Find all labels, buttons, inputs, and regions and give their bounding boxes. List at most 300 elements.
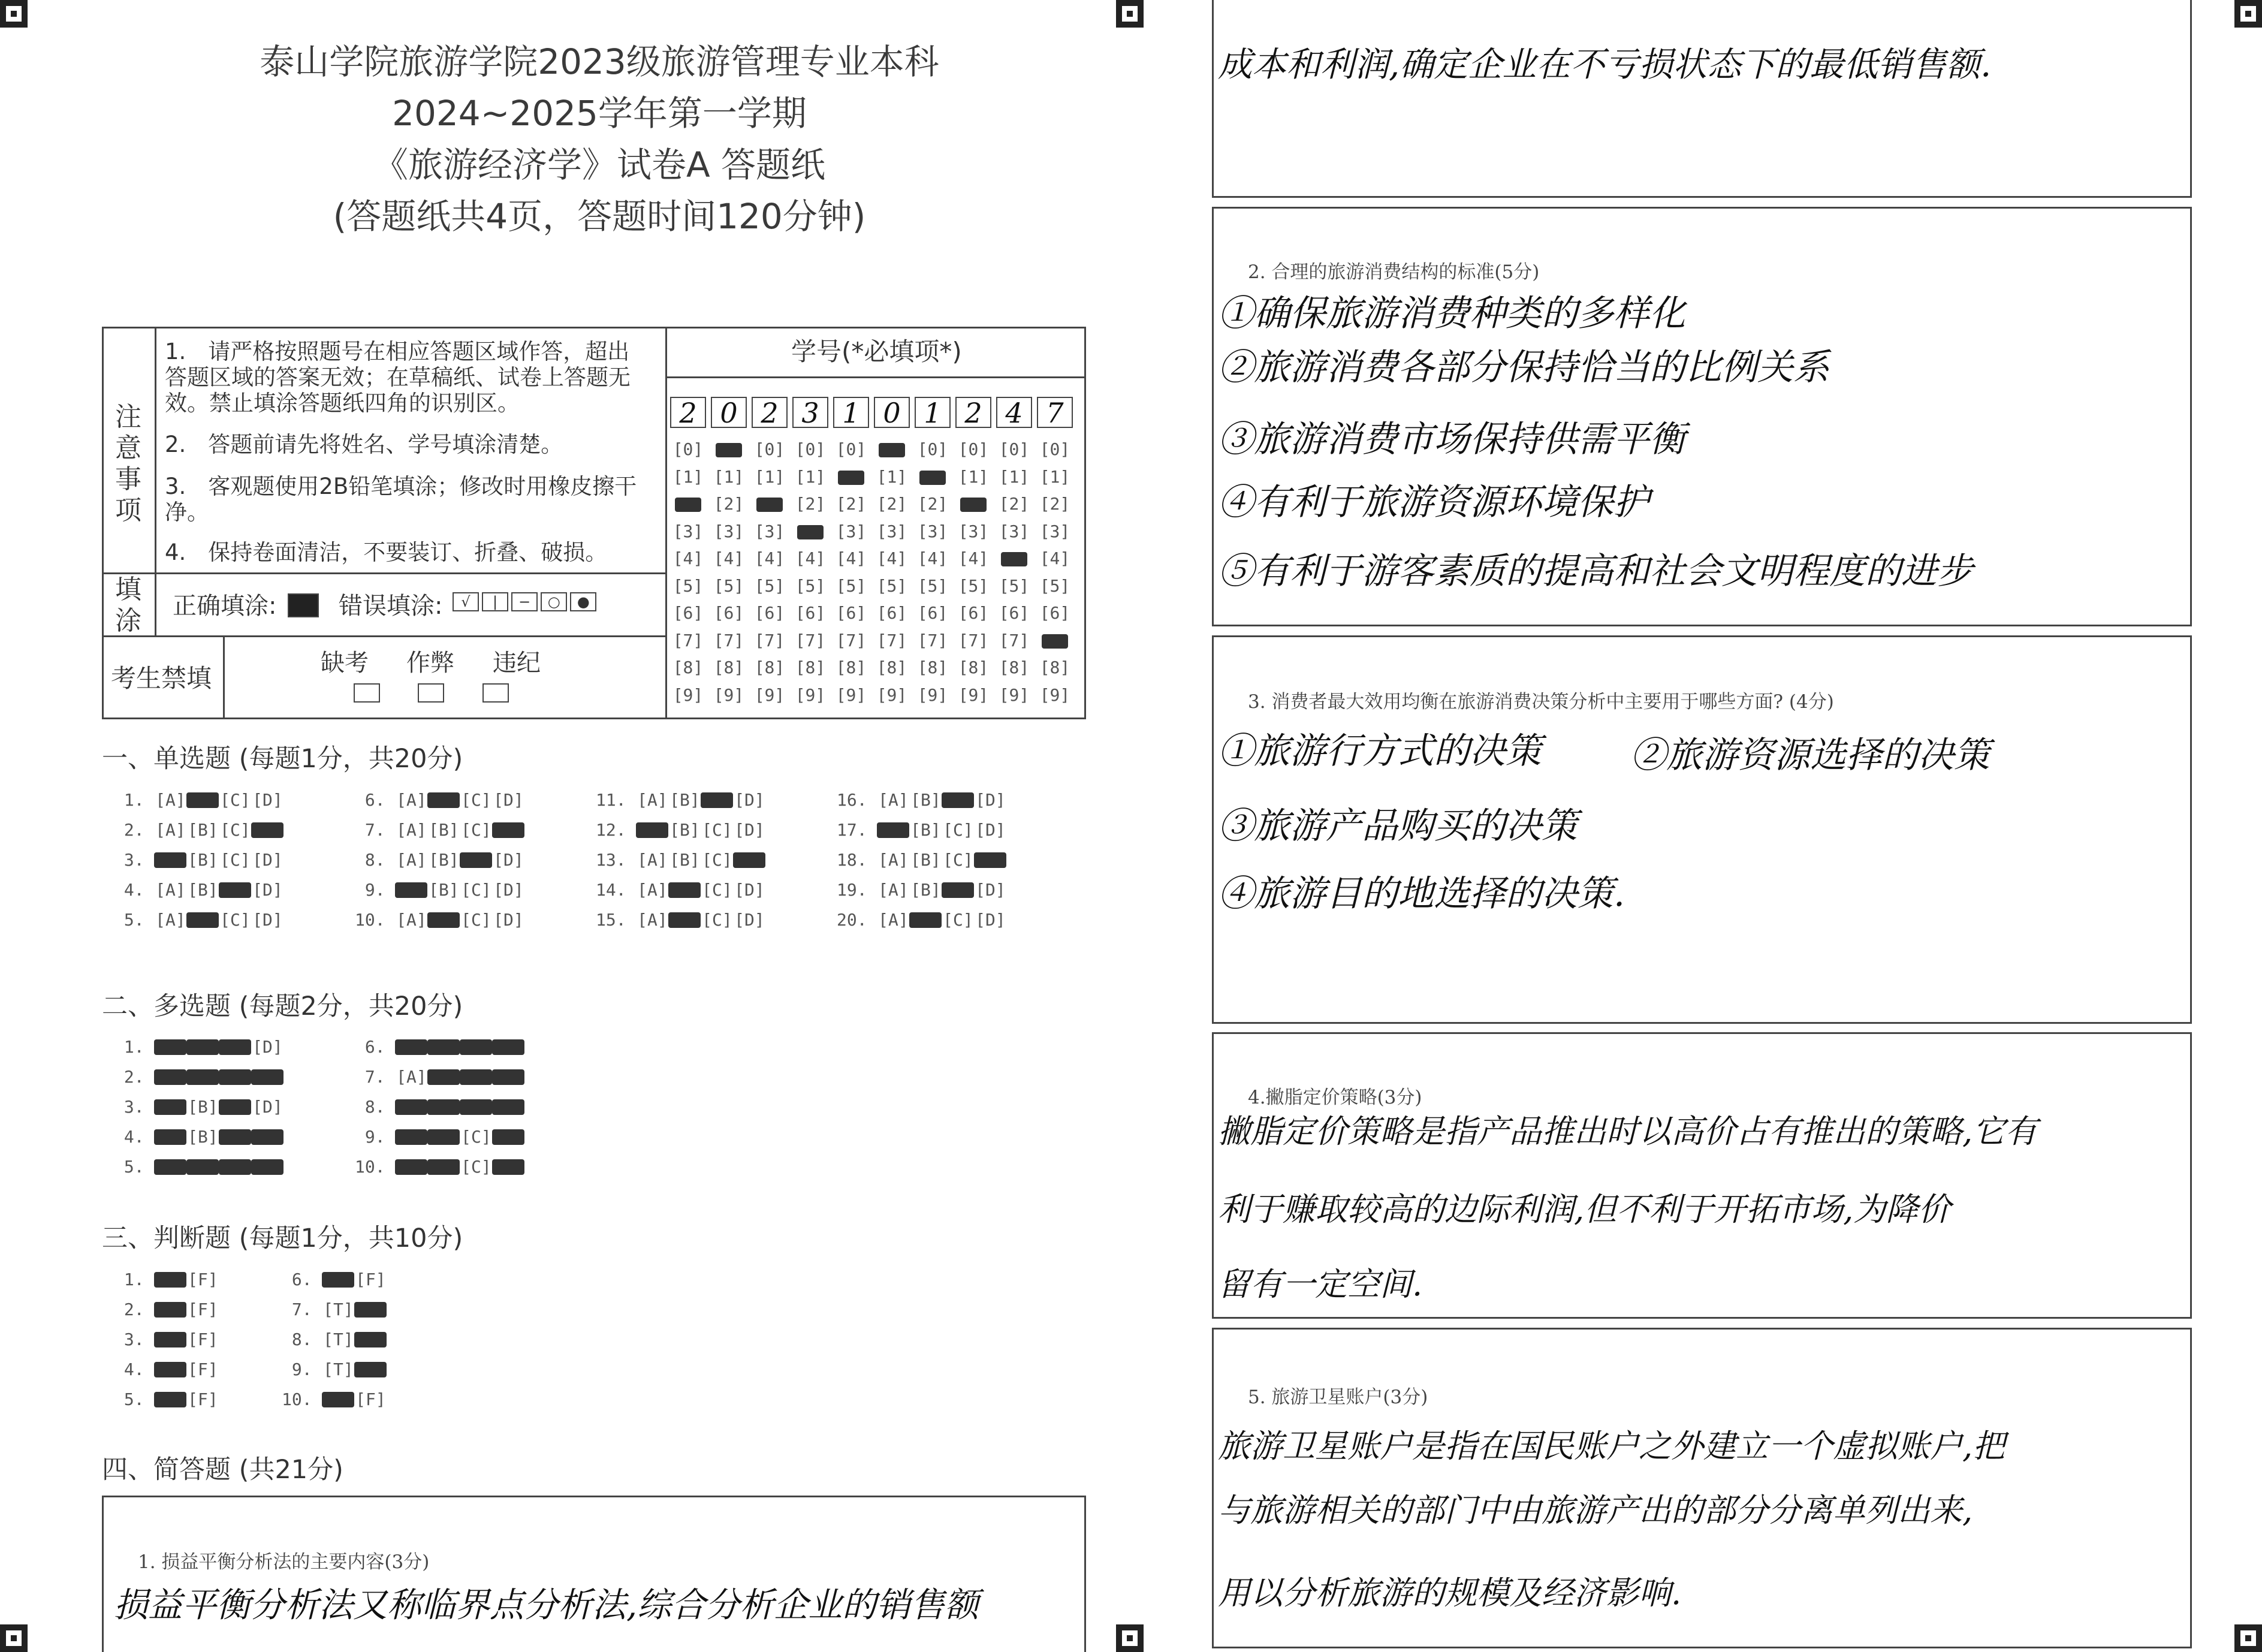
student-id-bubble[interactable]: [2] [836,494,867,514]
student-id-bubble[interactable]: [2] [713,494,744,514]
option-a[interactable]: [A] [155,790,186,810]
question-number: 6. [355,1037,396,1057]
option-c[interactable]: [C] [461,1127,491,1147]
option-b[interactable] [427,1129,460,1145]
single-choice-question [114,850,283,870]
student-id-bubble[interactable]: [1] [672,466,704,487]
option-c[interactable] [942,792,974,808]
option-d[interactable] [251,1129,283,1145]
student-id-bubble[interactable]: [0] [917,439,948,459]
student-id-bubble[interactable]: [5] [999,575,1030,596]
option-d[interactable]: [D] [493,790,524,810]
question-number: 8. [282,1330,322,1349]
option-a[interactable] [395,882,427,898]
option-c[interactable]: [C] [461,1157,491,1177]
option-d[interactable]: [D] [975,880,1006,900]
option-a[interactable] [154,1099,186,1115]
student-id-bubble[interactable]: [7] [836,630,867,650]
option-d[interactable]: [D] [493,910,524,930]
single-choice-question [837,820,1006,840]
option-c[interactable]: [C] [943,850,973,870]
option-c[interactable]: [C] [943,910,973,930]
examiner-cheat-box[interactable] [418,683,444,703]
student-id-bubble[interactable]: [6] [876,603,907,623]
option-a[interactable]: [A] [396,790,427,810]
option-a[interactable]: [A] [155,910,186,930]
student-id-bubble[interactable]: [8] [958,658,989,677]
single-choice-question [114,790,283,810]
option-c[interactable] [460,1069,492,1085]
student-id-bubble[interactable]: [0] [836,439,867,459]
option-f[interactable]: [F] [188,1330,218,1349]
student-id-bubble[interactable]: [2] [876,494,907,514]
option-f[interactable]: [F] [188,1389,218,1409]
student-id-bubble[interactable] [792,521,828,541]
student-id-digit: 2 [670,397,706,428]
option-c[interactable]: [C] [461,880,491,900]
student-id-bubble[interactable]: [3] [713,521,744,541]
option-c[interactable]: [C] [461,790,491,810]
student-id-bubble[interactable]: [0] [795,439,826,459]
student-id-bubble[interactable]: [4] [713,548,744,568]
option-d[interactable]: [D] [252,1097,283,1117]
option-t[interactable]: [T] [323,1359,354,1379]
examiner-cheat: 作弊 [406,649,454,677]
student-id-digit: 3 [792,397,828,428]
single-choice-question [596,850,765,870]
student-id-bubble[interactable]: [5] [876,575,907,596]
option-a[interactable]: [A] [878,880,909,900]
option-d[interactable] [492,1069,524,1085]
student-id-bubble[interactable]: [3] [1039,521,1070,541]
option-d[interactable]: [D] [975,820,1006,840]
option-d[interactable]: [D] [975,910,1006,930]
option-b[interactable] [668,882,701,898]
student-id-bubble[interactable]: [3] [999,521,1030,541]
section1-title: 一、单选题 (每题1分，共20分) [102,744,463,774]
student-id-bubble[interactable]: [7] [917,630,948,650]
student-id-bubble[interactable]: [1] [754,466,785,487]
student-id-bubble[interactable]: [0] [754,439,785,459]
option-b[interactable]: [B] [669,790,700,810]
option-a[interactable]: [A] [396,1067,427,1087]
notice-item-4: 4. 保持卷面清洁，不要装订、折叠、破损。 [165,539,608,565]
student-id-bubble[interactable]: [8] [999,658,1030,677]
student-id-bubble[interactable]: [7] [958,630,989,650]
student-id-bubble[interactable] [752,494,788,514]
option-a[interactable]: [A] [637,790,668,810]
option-c[interactable]: [C] [220,820,251,840]
option-b[interactable]: [B] [910,850,941,870]
option-a[interactable]: [A] [637,910,668,930]
option-b[interactable] [909,912,942,928]
corner-marker-tl [0,0,28,28]
student-id-bubble[interactable]: [1] [795,466,826,487]
question-number: 10. [355,910,396,930]
option-a[interactable]: [A] [878,910,909,930]
student-id-bubble[interactable]: [4] [876,548,907,568]
option-c[interactable]: [C] [702,820,732,840]
question-number: 4. [114,880,155,900]
notice-item-3: 3. 客观题使用2B铅笔填涂；修改时用橡皮擦干净。 [165,474,637,525]
option-b[interactable]: [B] [429,880,459,900]
option-c[interactable]: [C] [702,850,732,870]
option-d[interactable]: [D] [252,1037,283,1057]
student-id-digit: 1 [833,397,869,428]
question-number: 7. [355,1067,396,1087]
question-number: 5. [114,910,155,930]
option-a[interactable]: [A] [878,790,909,810]
option-d[interactable]: [D] [975,790,1006,810]
option-d[interactable] [251,1069,283,1085]
student-id-bubble[interactable]: [2] [795,494,826,514]
option-f[interactable]: [F] [188,1270,218,1289]
option-c[interactable] [219,1159,251,1175]
student-id-bubble[interactable]: [7] [754,630,785,650]
option-d[interactable] [492,822,524,838]
question-number: 15. [596,910,637,930]
option-b[interactable]: [B] [188,820,218,840]
option-b[interactable] [668,912,701,928]
examiner-absent-box[interactable] [354,683,380,703]
student-id-bubble[interactable]: [3] [958,521,989,541]
option-b[interactable] [427,1069,460,1085]
option-f[interactable]: [F] [355,1270,386,1289]
option-a[interactable] [154,1069,186,1085]
option-b[interactable] [186,1159,219,1175]
question-number: 1. [114,1270,155,1289]
option-d[interactable] [492,1159,524,1175]
option-d[interactable]: [D] [493,880,524,900]
student-id-bubble[interactable]: [8] [876,658,907,677]
option-t[interactable] [322,1392,354,1407]
option-b[interactable]: [B] [910,820,941,840]
student-id-bubble[interactable]: [0] [958,439,989,459]
option-a[interactable] [395,1159,427,1175]
option-b[interactable]: [B] [188,850,218,870]
option-d[interactable] [251,1159,283,1175]
option-d[interactable]: [D] [252,880,283,900]
student-id-bubble[interactable]: [9] [1039,685,1070,705]
option-a[interactable] [636,822,668,838]
option-c[interactable] [460,852,492,868]
option-t[interactable]: [T] [323,1330,354,1349]
option-d[interactable]: [D] [734,910,765,930]
student-id-bubble[interactable]: [8] [713,658,744,677]
option-c[interactable] [219,882,251,898]
option-t[interactable] [154,1302,186,1318]
student-id-bubble[interactable]: [1] [876,466,907,487]
option-b[interactable]: [B] [188,1127,218,1147]
student-id-bubble[interactable] [833,467,869,487]
student-id-bubble[interactable]: [0] [1039,439,1070,459]
true-false-question [282,1389,387,1409]
q3-answer-line1: ①旅游行方式的决策 [1218,730,1542,772]
student-id-bubble[interactable]: [6] [958,603,989,623]
student-id-bubble[interactable]: [3] [917,521,948,541]
header-line2: 2024~2025学年第一学期 [392,93,807,134]
option-c[interactable]: [C] [943,820,973,840]
option-d[interactable] [492,1039,524,1055]
student-id-bubble[interactable]: [3] [876,521,907,541]
header-line3: 《旅游经济学》试卷A 答题纸 [373,144,826,185]
student-id-bubble[interactable]: [9] [999,685,1030,705]
student-id-bubble[interactable]: [9] [795,685,826,705]
student-id-bubble[interactable]: [3] [754,521,785,541]
student-id-bubble[interactable]: [6] [672,603,704,623]
student-id-bubble[interactable]: [5] [1039,575,1070,596]
true-false-question [282,1359,387,1379]
option-a[interactable]: [A] [878,850,909,870]
option-a[interactable] [877,822,909,838]
student-id-bubble[interactable]: [7] [999,630,1030,650]
student-id-bubble[interactable]: [5] [713,575,744,596]
option-b[interactable]: [B] [429,820,459,840]
student-id-bubble[interactable]: [7] [876,630,907,650]
student-id-bubble[interactable]: [1] [1039,466,1070,487]
question-number: 10. [355,1157,396,1177]
student-id-bubble[interactable]: [4] [795,548,826,568]
student-id-bubble[interactable]: [9] [876,685,907,705]
option-a[interactable]: [A] [637,880,668,900]
student-id-digit: 1 [915,397,951,428]
question-number: 9. [355,1127,396,1147]
q3-answer-line2: ②旅游资源选择的决策 [1630,734,1990,776]
true-false-question [282,1330,387,1349]
wrong-mark-check: √ [453,592,479,611]
option-t[interactable] [322,1272,354,1288]
option-a[interactable] [154,1159,186,1175]
option-a[interactable] [154,852,186,868]
student-id-bubble[interactable] [915,467,951,487]
option-b[interactable] [427,792,460,808]
option-b[interactable] [186,1069,219,1085]
option-d[interactable]: [D] [252,850,283,870]
multiple-choice-question [114,1157,283,1177]
single-choice-question [596,880,765,900]
student-id-bubble[interactable]: [2] [999,494,1030,514]
student-id-bubble[interactable]: [0] [672,439,704,459]
student-id-bubble[interactable]: [6] [754,603,785,623]
question-number: 2. [114,1067,155,1087]
student-id-bubble[interactable]: [4] [917,548,948,568]
wrong-mark-bar: | [482,592,508,611]
multiple-choice-question [355,1067,524,1087]
student-id-bubble[interactable]: [0] [999,439,1030,459]
option-d[interactable]: [D] [252,790,283,810]
option-c[interactable]: [C] [461,820,491,840]
option-c[interactable] [460,1039,492,1055]
q4-answer-line2: 利于赚取较高的边际利润,但不利于开拓市场,为降价 [1218,1190,1951,1228]
question-number: 4. [114,1359,155,1379]
student-id-bubble[interactable]: [6] [999,603,1030,623]
student-id-bubble[interactable]: [2] [1039,494,1070,514]
option-d[interactable]: [D] [734,820,765,840]
student-id-bubble[interactable]: [8] [795,658,826,677]
option-d[interactable]: [D] [493,850,524,870]
option-c[interactable] [219,1099,251,1115]
option-f[interactable]: [F] [355,1389,386,1409]
multiple-choice-question [114,1067,283,1087]
student-id-bubble[interactable]: [6] [713,603,744,623]
student-id-bubble[interactable]: [9] [672,685,704,705]
student-id-bubble[interactable] [874,439,910,459]
student-id-bubble[interactable]: [5] [958,575,989,596]
student-id-bubble[interactable]: [5] [754,575,785,596]
student-id-bubble[interactable]: [8] [754,658,785,677]
option-d[interactable]: [D] [734,880,765,900]
option-b[interactable] [186,792,219,808]
student-id-bubble[interactable]: [5] [672,575,704,596]
option-b[interactable] [427,1099,460,1115]
student-id-bubble[interactable] [955,494,991,514]
student-id-bubble[interactable]: [9] [917,685,948,705]
option-b[interactable]: [B] [188,880,218,900]
question-number: 1. [114,790,155,810]
option-c[interactable]: [C] [702,880,732,900]
option-c[interactable]: [C] [702,910,732,930]
question-number: 3. [114,850,155,870]
student-id-bubble[interactable]: [6] [795,603,826,623]
option-a[interactable]: [A] [396,820,427,840]
section4-title: 四、简答题 (共21分) [102,1455,343,1485]
student-id-bubble[interactable]: [7] [672,630,704,650]
option-b[interactable]: [B] [669,820,700,840]
single-choice-question [355,820,524,840]
option-b[interactable]: [B] [910,790,941,810]
true-false-question [114,1389,219,1409]
student-id-bubble[interactable]: [5] [917,575,948,596]
option-d[interactable]: [D] [734,790,765,810]
student-id-bubble[interactable] [670,494,706,514]
question-number: 11. [596,790,637,810]
option-c[interactable]: [C] [220,910,251,930]
option-f[interactable]: [F] [188,1359,218,1379]
option-c[interactable] [460,1099,492,1115]
student-id-bubble[interactable]: [8] [672,658,704,677]
student-id-bubble[interactable]: [1] [713,466,744,487]
option-a[interactable] [154,1039,186,1055]
student-id-bubble[interactable]: [4] [836,548,867,568]
option-a[interactable] [395,1099,427,1115]
student-id-digit: 2 [752,397,788,428]
option-c[interactable] [219,1129,251,1145]
student-id-bubble[interactable]: [4] [672,548,704,568]
option-t[interactable] [154,1392,186,1407]
question-number: 6. [282,1270,322,1289]
option-c[interactable] [942,882,974,898]
option-a[interactable]: [A] [396,850,427,870]
question-number: 14. [596,880,637,900]
wrong-mark-circle: ○ [541,592,567,611]
single-choice-question [355,790,524,810]
student-id-bubble[interactable]: [9] [754,685,785,705]
option-d[interactable] [733,852,765,868]
student-id-bubble[interactable]: [8] [1039,658,1070,677]
student-id-bubble[interactable] [1037,631,1073,650]
option-t[interactable] [154,1332,186,1347]
option-b[interactable] [427,912,460,928]
option-a[interactable] [395,1129,427,1145]
option-a[interactable]: [A] [637,850,668,870]
option-d[interactable] [251,822,283,838]
student-id-bubble[interactable]: [9] [836,685,867,705]
student-id-bubble[interactable]: [6] [917,603,948,623]
option-a[interactable]: [A] [155,820,186,840]
option-f[interactable] [354,1332,387,1347]
student-id-bubble[interactable]: [9] [958,685,989,705]
student-id-bubble[interactable]: [4] [958,548,989,568]
question-number: 12. [596,820,637,840]
option-a[interactable]: [A] [396,910,427,930]
option-a[interactable] [154,1129,186,1145]
option-c[interactable]: [C] [220,850,251,870]
student-id-bubble[interactable]: [4] [1039,548,1070,568]
student-id-bubble[interactable]: [5] [795,575,826,596]
option-c[interactable] [701,792,733,808]
student-id-bubble[interactable]: [7] [713,630,744,650]
student-id-bubble[interactable]: [8] [836,658,867,677]
option-f[interactable] [354,1302,387,1318]
option-d[interactable] [492,1129,524,1145]
option-b[interactable]: [B] [910,880,941,900]
student-id-bubble[interactable]: [3] [836,521,867,541]
student-id-bubble[interactable]: [8] [917,658,948,677]
q4-answer-line3: 留有一定空间. [1218,1265,1423,1303]
student-id-bubble[interactable] [711,439,747,459]
option-t[interactable] [154,1272,186,1288]
option-f[interactable]: [F] [188,1300,218,1319]
option-b[interactable]: [B] [429,850,459,870]
option-a[interactable]: [A] [155,880,186,900]
option-c[interactable]: [C] [461,910,491,930]
student-id-bubble[interactable]: [4] [754,548,785,568]
option-c[interactable]: [C] [220,790,251,810]
option-a[interactable] [395,1039,427,1055]
student-id-bubble[interactable]: [6] [836,603,867,623]
option-c[interactable] [219,1069,251,1085]
option-b[interactable]: [B] [188,1097,218,1117]
single-choice-question [114,880,283,900]
student-id-bubble[interactable]: [1] [958,466,989,487]
option-b[interactable] [186,912,219,928]
fill-correct-label: 正确填涂: [173,592,277,620]
student-id-bubble[interactable]: [2] [917,494,948,514]
option-t[interactable] [154,1362,186,1377]
option-c[interactable] [219,1039,251,1055]
option-b[interactable] [427,1159,460,1175]
wrong-mark-dash: − [511,592,538,611]
true-false-question [114,1330,219,1349]
option-b[interactable] [427,1039,460,1055]
student-id-bubble[interactable]: [1] [999,466,1030,487]
option-b[interactable]: [B] [669,850,700,870]
option-t[interactable]: [T] [323,1300,354,1319]
student-id-bubble[interactable]: [3] [672,521,704,541]
option-b[interactable] [186,1039,219,1055]
student-id-bubble[interactable]: [9] [713,685,744,705]
student-id-bubble[interactable] [996,548,1032,568]
student-id-bubble[interactable]: [7] [795,630,826,650]
option-d[interactable] [492,1099,524,1115]
option-d[interactable]: [D] [252,910,283,930]
option-d[interactable] [974,852,1006,868]
examiner-violation-box[interactable] [482,683,509,703]
student-id-bubble[interactable]: [5] [836,575,867,596]
student-id-bubble[interactable]: [6] [1039,603,1070,623]
option-f[interactable] [354,1362,387,1377]
question-number: 6. [355,790,396,810]
